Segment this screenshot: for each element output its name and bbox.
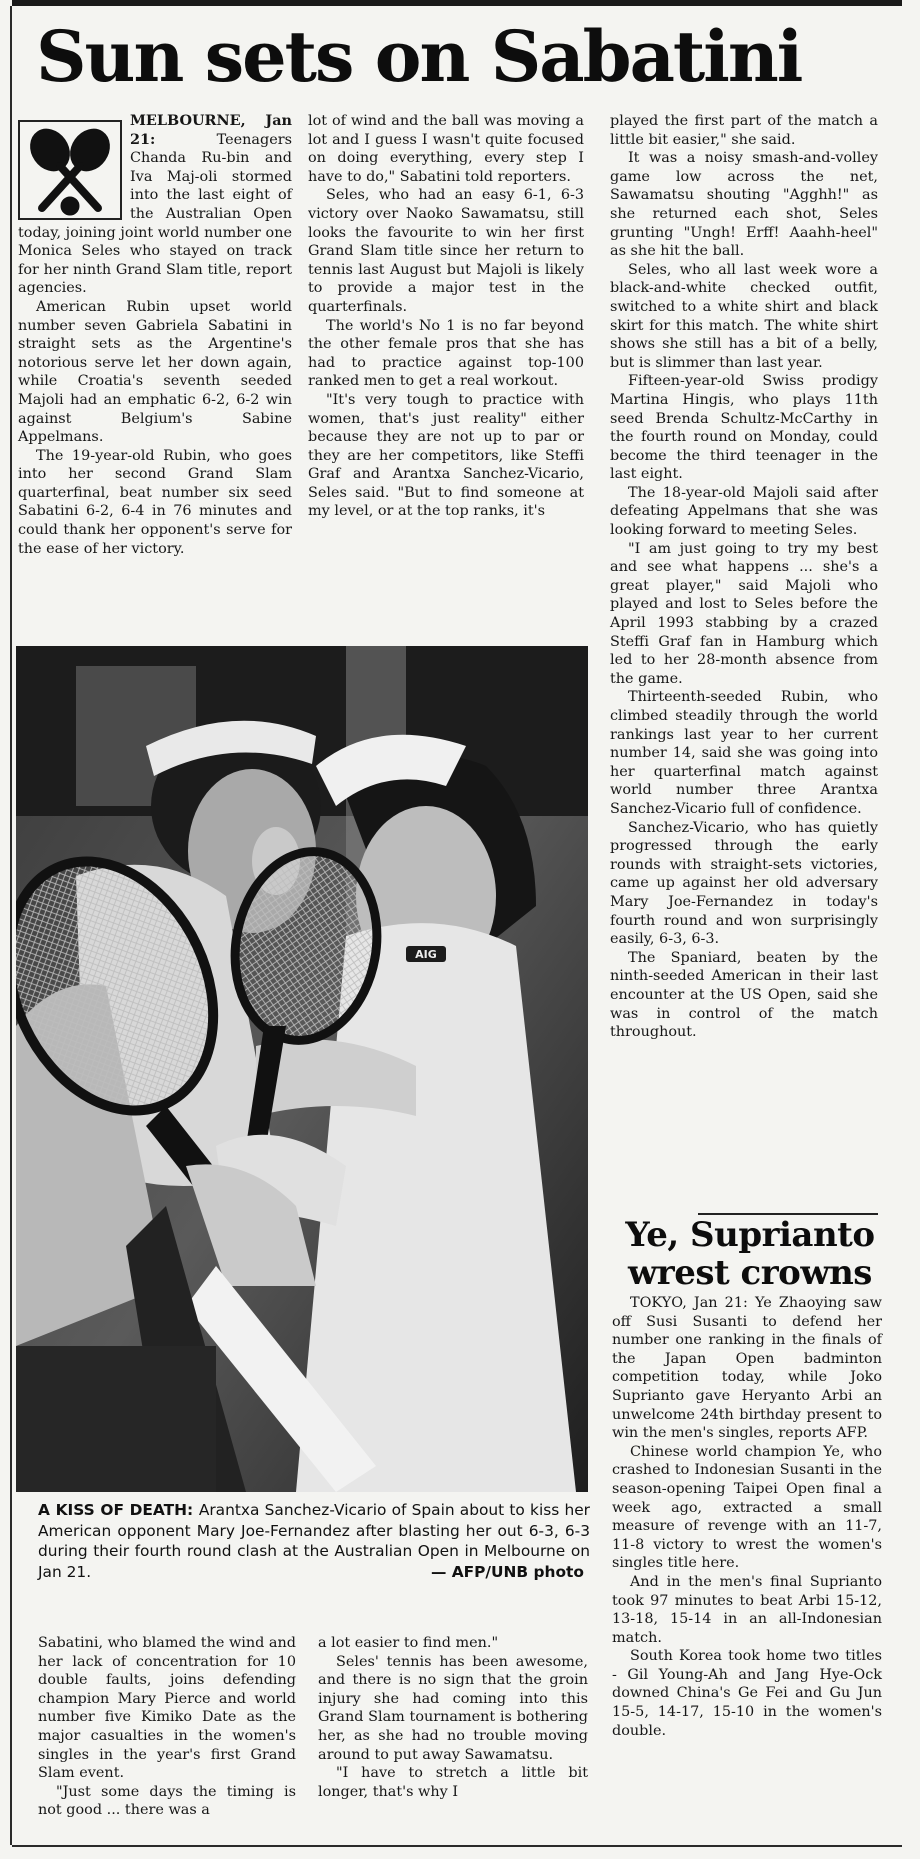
photo-credit: — AFP/UNB photo [430, 1562, 584, 1581]
top-rule [12, 0, 902, 6]
bottom-rule [12, 1845, 902, 1847]
article-paragraph: It was a noisy smash-and-volley game low across the net, Sawamatsu shouting "Agghh!" as she returned each shot, Seles grunting "Ungh! Erff! Aaahh-heel" as she hit the ball. [610, 150, 878, 260]
caption-lead: A KISS OF DEATH: [38, 1501, 194, 1519]
visor-logo-text: AIG [415, 948, 437, 961]
article-paragraph: The Spaniard, beaten by the ninth-seeded American in their last encounter at the US Open, said she was in control of the match throughout. [610, 949, 878, 1041]
badminton-article-column [612, 1294, 882, 1740]
lead-column [18, 112, 292, 558]
headline: Sun sets on Sabatini [36, 15, 802, 98]
article-paragraph: South Korea took home two titles - Gil Young-Ah and Jang Hye-Ock downed China's Ge Fei and Gu Jun 15-5, 14-17, 15-10 in the women's double. [612, 1648, 882, 1739]
lead-paragraph: American Rubin upset world number seven Gabriela Sabatini in straight sets as the Argentine's notorious serve let her down again, while Croatia's seventh seeded Majoli had an emphatic 6-2, 6-2 win against Belgium's Sabine Appelmans. [18, 298, 292, 446]
article-paragraph: "I am just going to try my best and see what happens ... she's a great player," said Majoli who played and lost to Seles before the April 1993 stabbing by a crazed Steffi Graf fan in Hamburg which led to her 28-month absence from the game. [610, 540, 878, 687]
article-column-3 [610, 112, 878, 1042]
article-column-2 [308, 112, 584, 521]
article-paragraph: Seles' tennis has been awesome, and there is no sign that the groin injury she had coming into this Grand Slam tournament is bothering her, as she had no trouble moving around to put away Sawamatsu. [318, 1653, 588, 1763]
lead-paragraph: The 19-year-old Rubin, who goes into her second Grand Slam quarterfinal, beat number six seed Sabatini 6-2, 6-4 in 76 minutes and could thank her opponent's serve for the ease of her victory. [18, 447, 292, 557]
article-paragraph: And in the men's final Suprianto took 97 minutes to beat Arbi 15-12, 13-18, 15-14 in an all-Indonesian match. [612, 1573, 882, 1646]
dateline: MELBOURNE, Jan 21: [130, 112, 292, 148]
article-paragraph: The world's No 1 is no far beyond the other female pros that she has had to practice against top-100 ranked men to get a real workout. [308, 317, 584, 390]
article-paragraph: TOKYO, Jan 21: Ye Zhaoying saw off Susi Susanti to defend her number one ranking in the finals of the Japan Open badminton competition today, while Joko Suprianto gave Heryanto Arbi an unwelcome 24th birthday present to win the men's singles, reports AFP. [612, 1295, 882, 1442]
article-paragraph: Fifteen-year-old Swiss prodigy Martina Hingis, who plays 11th seed Brenda Schultz-McCarthy in the fourth round on Monday, could become the third teenager in the last eight. [610, 373, 878, 483]
photo-caption [38, 1500, 590, 1582]
article-paragraph: "Just some days the timing is not good ... there was a [38, 1783, 296, 1819]
article-paragraph: Sanchez-Vicario, who has quietly progressed through the early rounds with straight-sets victories, came up against her old adversary Mary Joe-Fernandez in today's fourth round and won surprisingly easily, 6-3, 6-3. [610, 819, 878, 948]
article-paragraph: "I have to stretch a little bit longer, that's why I [318, 1765, 588, 1800]
article-paragraph: Thirteenth-seeded Rubin, who climbed steadily through the world rankings last year to her current number 14, said she was going into her quarterfinal match against world number three Arantxa Sanchez-Vicario full of confidence. [610, 689, 878, 817]
article-paragraph: Seles, who had an easy 6-1, 6-3 victory over Naoko Sawamatsu, still looks the favourite to win her first Grand Slam title since her return to tennis last August but Majoli is likely to provide a major test in the quarterfinals. [308, 187, 584, 315]
article-paragraph: Sabatini, who blamed the wind and her lack of concentration for 10 double faults, joins defending champion Mary Pierce and world number five Kimiko Date as the major casualties in the women's singles in the year's first Grand Slam event. [38, 1635, 296, 1782]
left-rule [10, 6, 12, 1845]
sub-headline: Ye, Suprianto wrest crowns [625, 1215, 875, 1293]
article-paragraph: lot of wind and the ball was moving a lot and I guess I wasn't quite focused on doing everything, every step I have to do," Sabatini told reporters. [308, 113, 584, 185]
news-photo [16, 646, 588, 1492]
lead-paragraph: MELBOURNE, Jan 21: Teenagers Chanda Ru-bin and Iva Maj-oli stormed into the last eight of the Australian Open today, joining joint world number one Monica Seles who stayed on track for her ninth Grand Slam title, report agencies. [18, 112, 292, 297]
article-paragraph: a lot easier to find men." [318, 1635, 499, 1651]
article-paragraph: played the first part of the match a little bit easier," she said. [610, 113, 878, 148]
article-paragraph: "It's very tough to practice with women, that's just reality" either because they are not up to par or they are her competitors, like Steffi Graf and Arantxa Sanchez-Vicario, Seles said. "But to find someone at my level, or at the top ranks, it's [308, 391, 584, 520]
article-column-4 [38, 1634, 296, 1820]
article-paragraph: Seles, who all last week wore a black-and-white checked outfit, switched to a white shirt and black skirt for this match. The white shirt shows she still has a bit of a belly, but is slimmer than last year. [610, 261, 878, 371]
article-column-5 [318, 1634, 588, 1801]
article-paragraph: The 18-year-old Majoli said after defeating Appelmans that she was looking forward to meeting Seles. [610, 484, 878, 539]
article-paragraph: Chinese world champion Ye, who crashed to Indonesian Susanti in the season-opening Taipei Open final a week ago, extracted a small measure of revenge with an 11-7, 11-8 victory to wrest the women's singles title here. [612, 1443, 882, 1572]
caption-text: Arantxa Sanchez-Vicario of Spain about to kiss her American opponent Mary Joe-Fernandez after blasting her out 6-3, 6-3 during their fourth round clash at the Australian Open in Melbourne on Jan 21. [38, 1501, 590, 1581]
players-photo-illustration [16, 646, 588, 1492]
